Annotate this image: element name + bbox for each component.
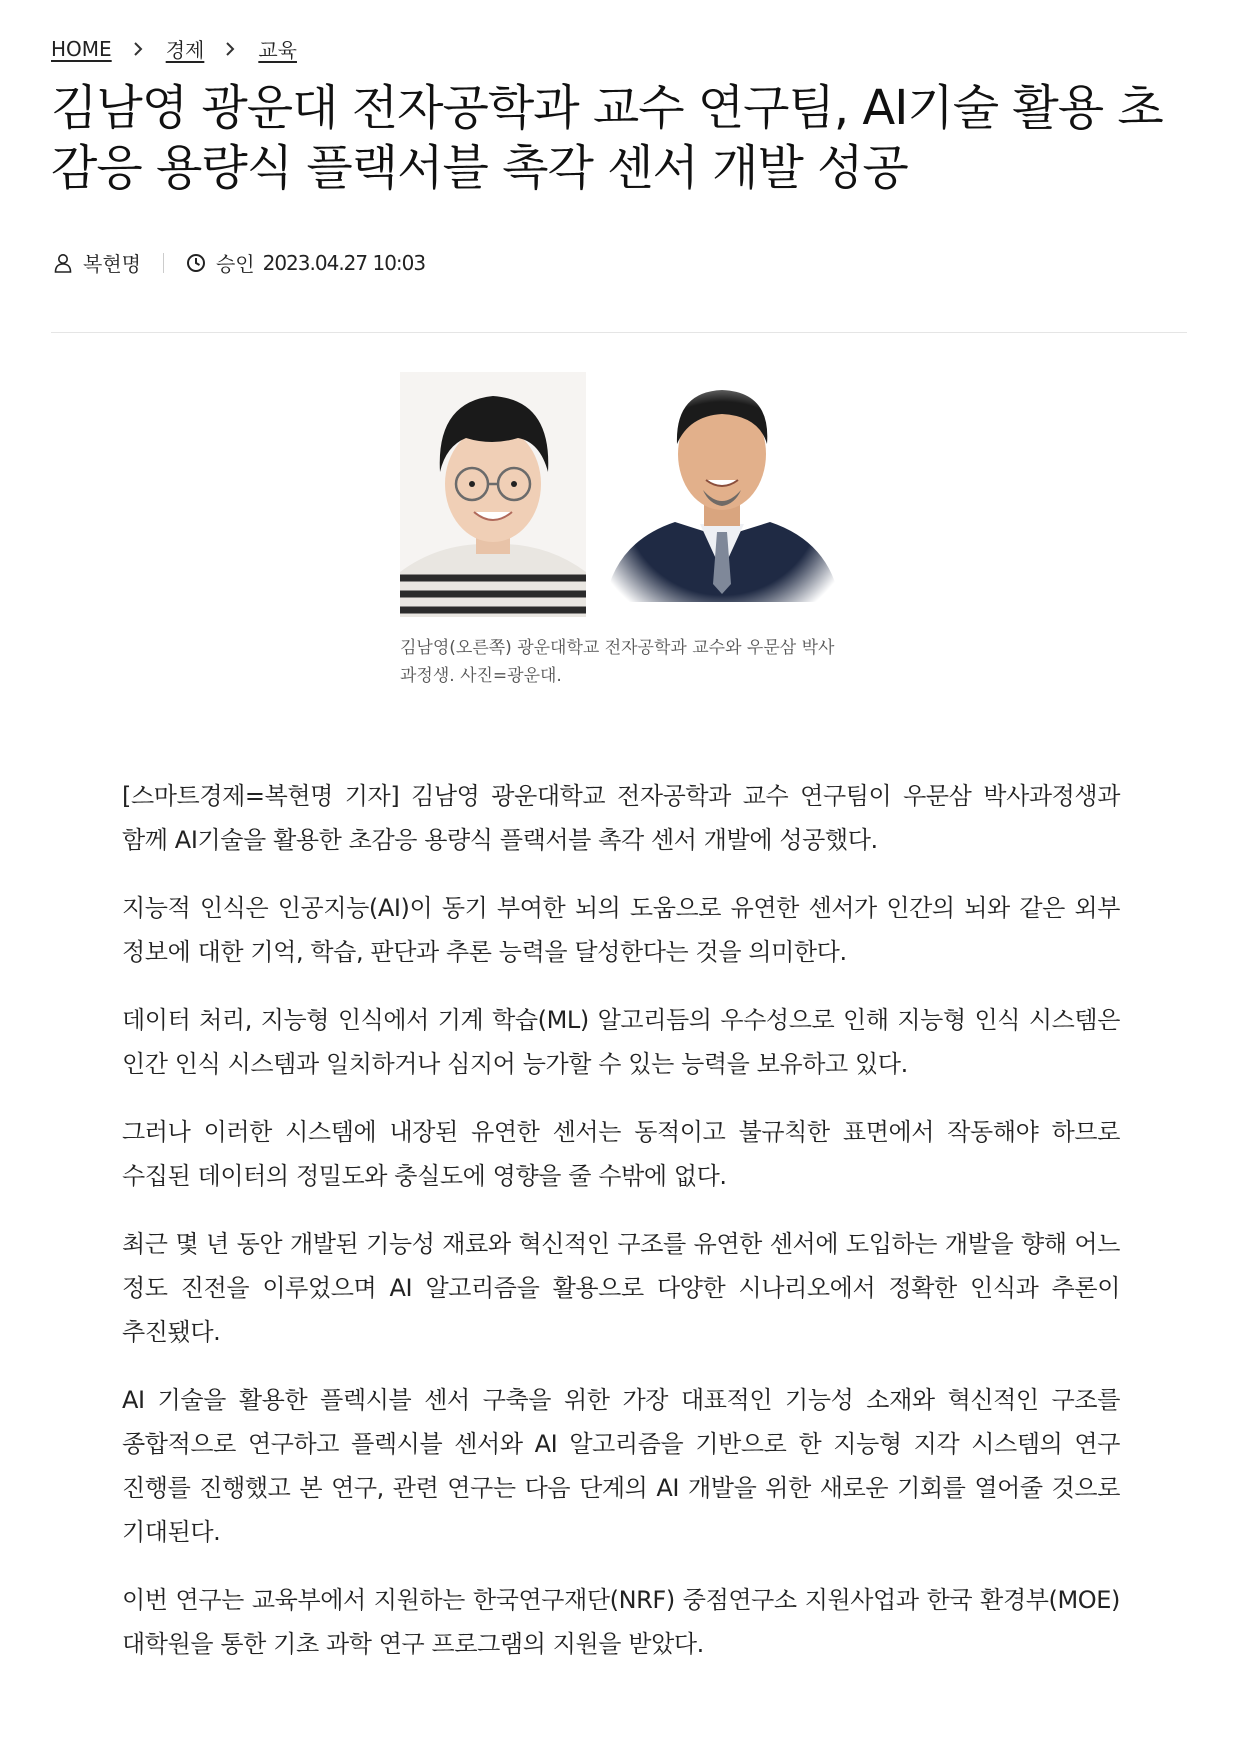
article-paragraph: 데이터 처리, 지능형 인식에서 기계 학습(ML) 알고리듬의 우수성으로 인해 지능형 인식 시스템은 인간 인식 시스템과 일치하거나 심지어 능가할 수 있는 능력을 보유하고 있다. — [122, 1006, 1120, 1078]
clock-icon — [186, 253, 206, 273]
portrait-professor-image — [605, 372, 840, 602]
user-icon — [53, 253, 73, 273]
article-meta — [53, 248, 425, 277]
article-body — [122, 774, 1120, 1690]
chevron-right-icon — [224, 39, 236, 59]
breadcrumb-section-link[interactable]: 경제 — [165, 38, 205, 62]
photo-portrait-professor — [605, 372, 840, 602]
article-paragraph: 그러나 이러한 시스템에 내장된 유연한 센서는 동적이고 불규칙한 표면에서 작동해야 하므로 수집된 데이터의 정밀도와 충실도에 영향을 줄 수밖에 없다. — [122, 1118, 1120, 1190]
breadcrumb-home-link[interactable]: HOME — [51, 36, 112, 61]
article-paragraph: 지능적 인식은 인공지능(AI)이 동기 부여한 뇌의 도움으로 유연한 센서가 인간의 뇌와 같은 외부 정보에 대한 기억, 학습, 판단과 추론 능력을 달성한다는 것을 의미한다. — [122, 894, 1120, 966]
breadcrumb — [51, 34, 297, 63]
article-paragraph: 이번 연구는 교육부에서 지원하는 한국연구재단(NRF) 중점연구소 지원사업과 한국 환경부(MOE) 대학원을 통한 기초 과학 연구 프로그램의 지원을 받았다. — [122, 1586, 1120, 1658]
article-photo — [400, 372, 840, 617]
chevron-right-icon — [132, 39, 144, 59]
article-title: 김남영 광운대 전자공학과 교수 연구팀, AI기술 활용 초감응 용량식 플랙서블 촉각 센서 개발 성공 — [51, 80, 1163, 196]
article-paragraph: [스마트경제=복현명 기자] 김남영 광운대학교 전자공학과 교수 연구팀이 우문삼 박사과정생과 함께 AI기술을 활용한 초감응 용량식 플랙서블 촉각 센서 개발에 성공했다. — [122, 782, 1120, 854]
breadcrumb-subsection-link[interactable]: 교육 — [258, 38, 297, 62]
approved-datetime: 2023.04.27 10:03 — [262, 250, 426, 275]
header-divider — [51, 332, 1187, 333]
meta-divider — [163, 253, 164, 273]
article-paragraph: AI 기술을 활용한 플렉시블 센서 구축을 위한 가장 대표적인 기능성 소재와 혁신적인 구조를 종합적으로 연구하고 플렉시블 센서와 AI 알고리즘을 기반으로 한 지능형 지각 시스템의 연구 진행를 진행했고 본 연구, 관련 연구는 다음 단계의 AI 개발을 위한 새로운 기회를 열어줄 것으로 기대된다. — [122, 1386, 1120, 1546]
article-paragraph: 최근 몇 년 동안 개발된 기능성 재료와 혁신적인 구조를 유연한 센서에 도입하는 개발을 향해 어느 정도 진전을 이루었으며 AI 알고리즘을 활용으로 다양한 시나리오에서 정확한 인식과 추론이 추진됐다. — [122, 1230, 1120, 1346]
portrait-student-image — [400, 372, 586, 617]
approved-label: 승인 — [215, 252, 255, 276]
author-name: 복현명 — [83, 252, 141, 276]
photo-portrait-student — [400, 372, 586, 617]
photo-caption: 김남영(오른쪽) 광운대학교 전자공학과 교수와 우문삼 박사과정생. 사진=광운대. — [400, 638, 835, 686]
